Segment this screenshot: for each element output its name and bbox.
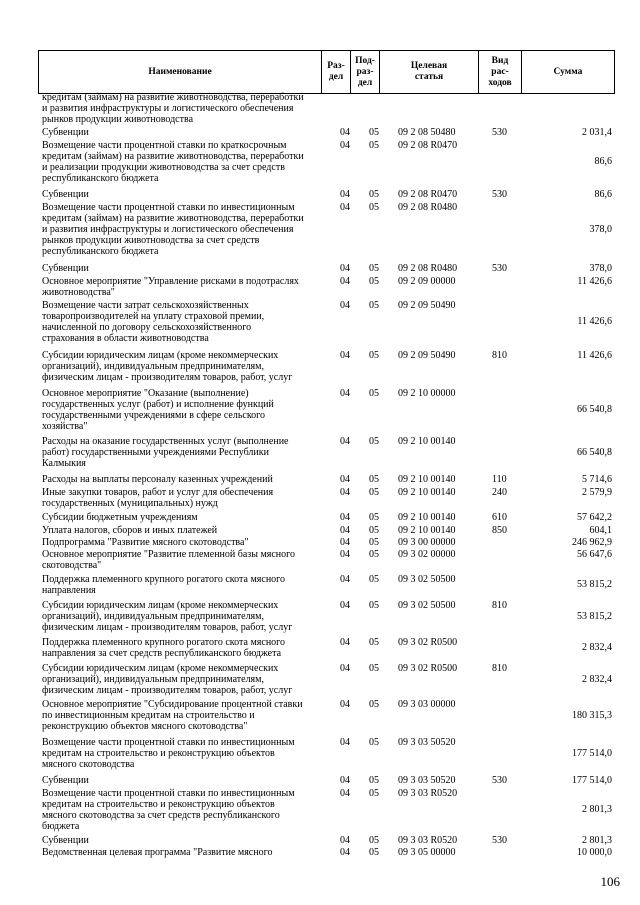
row-cs: 09 2 09 00000: [398, 276, 456, 287]
row-name: Иные закупки товаров, работ и услуг для обеспечения государственных (муниципальных) нужд: [42, 487, 274, 509]
row-sum: 2 579,9: [582, 487, 612, 498]
row-cs: 09 2 08 R0470: [398, 189, 458, 200]
row-cs: 09 3 02 50500: [398, 574, 456, 585]
row-podrazdel: 05: [369, 525, 379, 536]
row-sum: 57 642,2: [577, 512, 612, 523]
row-sum: 53 815,2: [577, 579, 612, 591]
row-podrazdel: 05: [369, 600, 379, 611]
row-name: Уплата налогов, сборов и иных платежей: [42, 525, 218, 536]
row-cs: 09 2 10 00140: [398, 525, 456, 536]
row-vr: 810: [492, 600, 507, 611]
row-sum: 66 540,8: [577, 446, 612, 458]
row-razdel: 04: [340, 537, 350, 548]
row-sum: 11 426,6: [577, 316, 612, 328]
row-cs: 09 2 10 00000: [398, 388, 456, 399]
row-cs: 09 3 03 R0520: [398, 788, 458, 799]
row-podrazdel: 05: [369, 300, 379, 311]
row-podrazdel: 05: [369, 835, 379, 846]
row-vr: 810: [492, 663, 507, 674]
row-podrazdel: 05: [369, 350, 379, 361]
row-razdel: 04: [340, 474, 350, 485]
row-cs: 09 3 02 R0500: [398, 663, 458, 674]
row-razdel: 04: [340, 127, 350, 138]
row-sum: 86,6: [594, 156, 612, 168]
row-name: Субвенции: [42, 127, 89, 138]
row-sum: 246 962,9: [572, 537, 612, 548]
row-podrazdel: 05: [369, 276, 379, 287]
row-podrazdel: 05: [369, 388, 379, 399]
row-name: кредитам (займам) на развитие животноводства, переработки и развития инфраструктуры и логистического обеспечения рынков продукции животноводства: [42, 92, 304, 125]
row-sum: 378,0: [589, 223, 612, 235]
row-cs: 09 2 10 00140: [398, 474, 456, 485]
header-podrazdel: Под- раз- дел: [351, 51, 380, 93]
row-sum: 86,6: [594, 189, 612, 200]
row-sum: 180 315,3: [572, 709, 612, 721]
row-sum: 2 801,3: [582, 835, 612, 846]
header-cs: Целевая статья: [380, 51, 479, 93]
row-razdel: 04: [340, 775, 350, 786]
row-podrazdel: 05: [369, 775, 379, 786]
row-sum: 2 031,4: [582, 127, 612, 138]
row-sum: 11 426,6: [577, 350, 612, 361]
row-vr: 530: [492, 189, 507, 200]
row-name: Основное мероприятие "Управление рисками в подотраслях животноводства": [42, 276, 299, 298]
row-vr: 530: [492, 835, 507, 846]
row-cs: 09 3 02 50500: [398, 600, 456, 611]
row-podrazdel: 05: [369, 847, 379, 858]
row-vr: 810: [492, 350, 507, 361]
row-sum: 177 514,0: [572, 747, 612, 759]
row-podrazdel: 05: [369, 202, 379, 213]
row-podrazdel: 05: [369, 189, 379, 200]
row-cs: 09 2 09 50490: [398, 350, 456, 361]
row-razdel: 04: [340, 276, 350, 287]
row-cs: 09 2 10 00140: [398, 436, 456, 447]
row-podrazdel: 05: [369, 549, 379, 560]
row-cs: 09 2 09 50490: [398, 300, 456, 311]
row-razdel: 04: [340, 512, 350, 523]
row-vr: 530: [492, 263, 507, 274]
row-name: Субсидии юридическим лицам (кроме некоммерческих организаций), индивидуальным предпринимателям, физическим лицам - производителям товаров, работ, услуг: [42, 350, 293, 383]
row-vr: 610: [492, 512, 507, 523]
row-name: Поддержка племенного крупного рогатого скота мясного направления за счет средств республиканского бюджета: [42, 637, 286, 659]
header-vr: Вид рас- ходов: [479, 51, 522, 93]
row-cs: 09 3 03 R0520: [398, 835, 458, 846]
row-sum: 10 000,0: [577, 847, 612, 858]
row-podrazdel: 05: [369, 788, 379, 799]
row-razdel: 04: [340, 189, 350, 200]
row-sum: 56 647,6: [577, 549, 612, 560]
row-name: Возмещение части процентной ставки по краткосрочным кредитам (займам) на развитие животноводства, переработки и реализации продукции животноводства за счет средств республиканского бюджета: [42, 140, 304, 184]
row-vr: 850: [492, 525, 507, 536]
row-cs: 09 2 08 50480: [398, 127, 456, 138]
row-name: Субвенции: [42, 189, 89, 200]
row-razdel: 04: [340, 637, 350, 648]
row-podrazdel: 05: [369, 474, 379, 485]
row-razdel: 04: [340, 835, 350, 846]
row-cs: 09 3 02 00000: [398, 549, 456, 560]
row-razdel: 04: [340, 788, 350, 799]
header-razdel: Раз- дел: [322, 51, 351, 93]
row-sum: 11 426,6: [577, 276, 612, 287]
row-sum: 604,1: [589, 525, 612, 536]
row-name: Возмещение части процентной ставки по инвестиционным кредитам на строительство и реконструкцию объектов мясного скотоводства: [42, 737, 295, 770]
row-podrazdel: 05: [369, 140, 379, 151]
row-cs: 09 3 02 R0500: [398, 637, 458, 648]
row-vr: 530: [492, 127, 507, 138]
header-sum: Сумма: [553, 66, 583, 77]
row-razdel: 04: [340, 549, 350, 560]
row-podrazdel: 05: [369, 263, 379, 274]
row-cs: 09 3 05 00000: [398, 847, 456, 858]
row-cs: 09 2 08 R0480: [398, 263, 458, 274]
row-sum: 66 540,8: [577, 404, 612, 416]
row-cs: 09 3 03 50520: [398, 775, 456, 786]
row-razdel: 04: [340, 388, 350, 399]
page-number: 106: [600, 874, 620, 889]
row-name: Субсидии бюджетным учреждениям: [42, 512, 198, 523]
row-name: Поддержка племенного крупного рогатого скота мясного направления: [42, 574, 286, 596]
row-name: Основное мероприятие "Развитие племенной базы мясного скотоводства": [42, 549, 296, 571]
row-razdel: 04: [340, 300, 350, 311]
row-sum: 2 832,4: [582, 673, 612, 685]
row-podrazdel: 05: [369, 637, 379, 648]
row-cs: 09 2 08 R0470: [398, 140, 458, 151]
row-sum: 5 714,6: [582, 474, 612, 485]
row-razdel: 04: [340, 263, 350, 274]
row-razdel: 04: [340, 737, 350, 748]
row-sum: 2 801,3: [582, 804, 612, 816]
row-name: Возмещение части процентной ставки по инвестиционным кредитам на строительство и реконструкцию объектов мясного скотоводства за счет средств республиканского бюджета: [42, 788, 295, 832]
row-razdel: 04: [340, 140, 350, 151]
row-name: Субсидии юридическим лицам (кроме некоммерческих организаций), индивидуальным предпринимателям, физическим лицам - производителям товаров, работ, услуг: [42, 663, 293, 696]
row-name: Возмещение части процентной ставки по инвестиционным кредитам (займам) на развитие животноводства, переработки и развития инфраструктуры и логистического обеспечения рынков продукции животноводства за счет средств республиканского бюджета: [42, 202, 304, 257]
row-podrazdel: 05: [369, 663, 379, 674]
row-podrazdel: 05: [369, 737, 379, 748]
row-cs: 09 3 00 00000: [398, 537, 456, 548]
row-razdel: 04: [340, 350, 350, 361]
row-podrazdel: 05: [369, 127, 379, 138]
row-razdel: 04: [340, 663, 350, 674]
row-name: Субвенции: [42, 263, 89, 274]
row-sum: 53 815,2: [577, 610, 612, 622]
row-razdel: 04: [340, 699, 350, 710]
header-name: Наименование: [39, 51, 322, 93]
row-podrazdel: 05: [369, 436, 379, 447]
row-razdel: 04: [340, 525, 350, 536]
row-podrazdel: 05: [369, 699, 379, 710]
row-razdel: 04: [340, 436, 350, 447]
row-podrazdel: 05: [369, 512, 379, 523]
row-razdel: 04: [340, 487, 350, 498]
row-vr: 240: [492, 487, 507, 498]
row-name: Основное мероприятие "Субсидирование процентной ставки по инвестиционным кредитам на строительство и реконструкцию объектов мясного скотоводства": [42, 699, 303, 732]
row-name: Субвенции: [42, 835, 89, 846]
row-razdel: 04: [340, 847, 350, 858]
row-podrazdel: 05: [369, 537, 379, 548]
row-cs: 09 2 10 00140: [398, 487, 456, 498]
row-cs: 09 3 03 00000: [398, 699, 456, 710]
row-cs: 09 2 10 00140: [398, 512, 456, 523]
row-sum: 378,0: [589, 263, 612, 274]
row-name: Субвенции: [42, 775, 89, 786]
row-sum: 177 514,0: [572, 775, 612, 786]
row-cs: 09 3 03 50520: [398, 737, 456, 748]
row-razdel: 04: [340, 202, 350, 213]
row-name: Расходы на оказание государственных услуг (выполнение работ) государственными учреждениями Республики Калмыкия: [42, 436, 289, 469]
row-sum: 2 832,4: [582, 642, 612, 654]
row-name: Подпрограмма "Развитие мясного скотоводства": [42, 537, 249, 548]
row-cs: 09 2 08 R0480: [398, 202, 458, 213]
row-vr: 110: [492, 474, 507, 485]
row-name: Субсидии юридическим лицам (кроме некоммерческих организаций), индивидуальным предпринимателям, физическим лицам - производителям товаров, работ, услуг: [42, 600, 293, 633]
row-name: Основное мероприятие "Оказание (выполнение) государственных услуг (работ) и исполнение функций государственными учреждениями в сфере сельского хозяйства": [42, 388, 274, 432]
row-razdel: 04: [340, 574, 350, 585]
row-name: Расходы на выплаты персоналу казенных учреждений: [42, 474, 273, 485]
row-podrazdel: 05: [369, 487, 379, 498]
row-podrazdel: 05: [369, 574, 379, 585]
row-name: Возмещение части затрат сельскохозяйственных товаропроизводителей на уплату страховой премии, начисленной по договору сельскохозяйственного страхования в области животноводства: [42, 300, 265, 344]
row-vr: 530: [492, 775, 507, 786]
row-razdel: 04: [340, 600, 350, 611]
row-name: Ведомственная целевая программа "Развитие мясного: [42, 847, 273, 858]
